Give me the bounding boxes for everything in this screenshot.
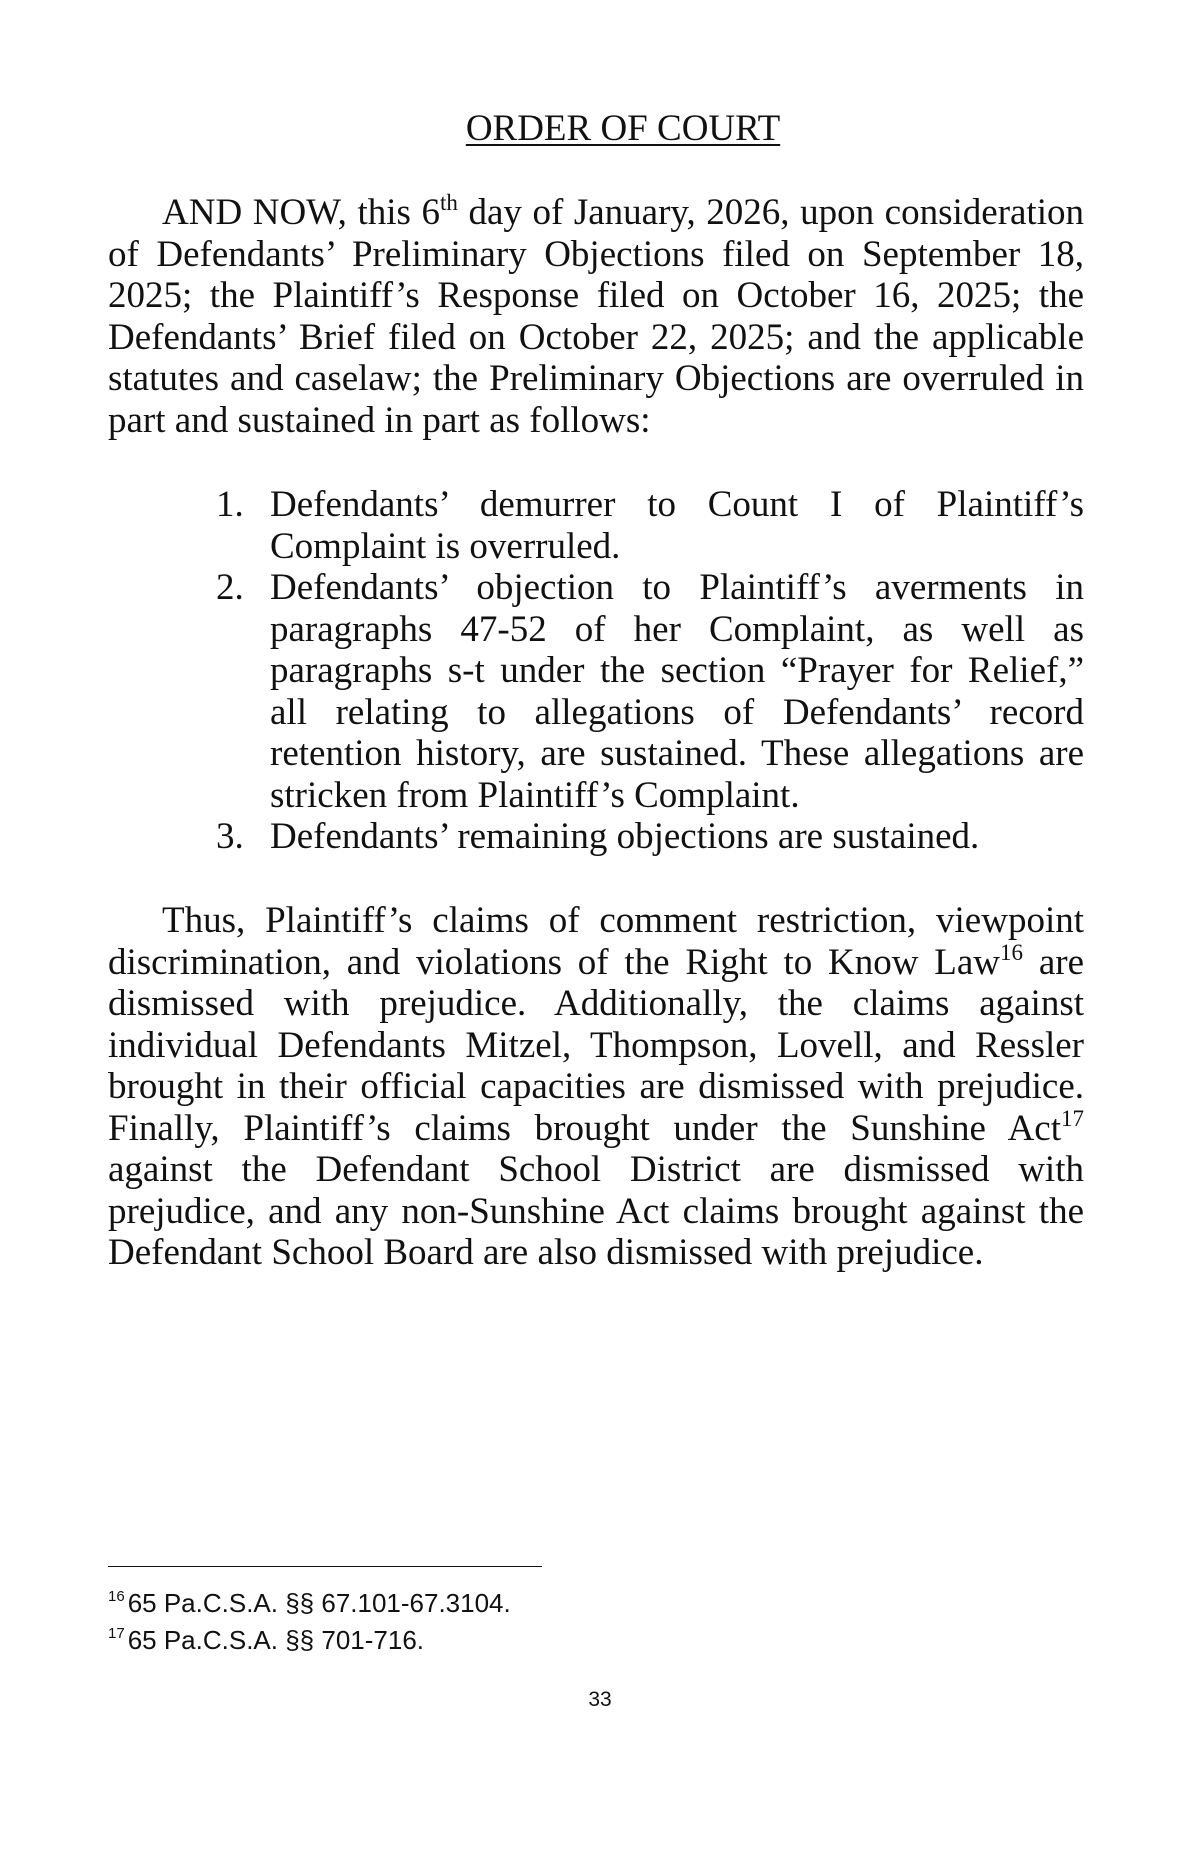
order-text-start: AND NOW, this 6 (162, 192, 441, 233)
footnote-mark: 16 (108, 1587, 125, 1605)
list-item-text: Defendants’ remaining objections are sustained. (270, 816, 980, 857)
page-number: 33 (588, 1688, 612, 1711)
thus-text-part3: against the Defendant School District are dismissed with prejudice, and any non-Sunshine Act claims brought against the Defendant School Board are also dismissed with prejudice. (108, 1149, 1084, 1273)
list-item-number: 1. (216, 484, 244, 525)
footnote-16 (108, 1588, 511, 1618)
footnote-text: 65 Pa.C.S.A. §§ 701-716. (127, 1625, 424, 1655)
thus-text-part1: Thus, Plaintiff’s claims of comment restriction, viewpoint discrimination, and violations of the Right to Know Law (108, 900, 1084, 983)
list-item (216, 567, 1084, 816)
list-item-text: Defendants’ demurrer to Count I of Plaintiff’s Complaint is overruled. (270, 484, 1084, 567)
ordinal-suffix: th (440, 190, 458, 216)
footnote-ref-16[interactable]: 16 (1000, 939, 1024, 965)
footnote-text: 65 Pa.C.S.A. §§ 67.101-67.3104. (127, 1588, 511, 1618)
footnote-divider (108, 1566, 542, 1567)
footnote-ref-17[interactable]: 17 (1061, 1105, 1084, 1131)
page-title: ORDER OF COURT (465, 108, 781, 149)
order-paragraph (108, 192, 1084, 441)
order-text-end: day of January, 2026, upon consideration of Defendants’ Preliminary Objections filed on September 18, 2025; the Plaintiff’s Response filed on October 16, 2025; the Defendants’ Brief filed on October 22, 2025; and the applicable statutes and caselaw; the Preliminary Objections are overruled in part and sustained in part as follows: (108, 192, 1084, 441)
list-item-number: 3. (216, 816, 244, 857)
thus-text-part2: are dismissed with prejudice. Additionally, the claims against individual Defendants Mitzel, Thompson, Lovell, and Ressler brought in their official capacities are dismissed with prejudice. Finally, Plaintiff’s claims brought under the Sunshine Act (108, 941, 1084, 1149)
list-item (216, 484, 1084, 567)
thus-paragraph (108, 900, 1084, 1274)
footnote-mark: 17 (108, 1624, 125, 1642)
ruling-list (216, 484, 1084, 858)
list-item-text: Defendants’ objection to Plaintiff’s averments in paragraphs 47-52 of her Complaint, as well as paragraphs s-t under the section “Prayer for Relief,” all relating to allegations of Defendants’ record retention history, are sustained. These allegations are stricken from Plaintiff’s Complaint. (270, 567, 1084, 816)
footnote-17 (108, 1625, 424, 1655)
list-item-number: 2. (216, 567, 244, 608)
list-item (216, 816, 1084, 858)
